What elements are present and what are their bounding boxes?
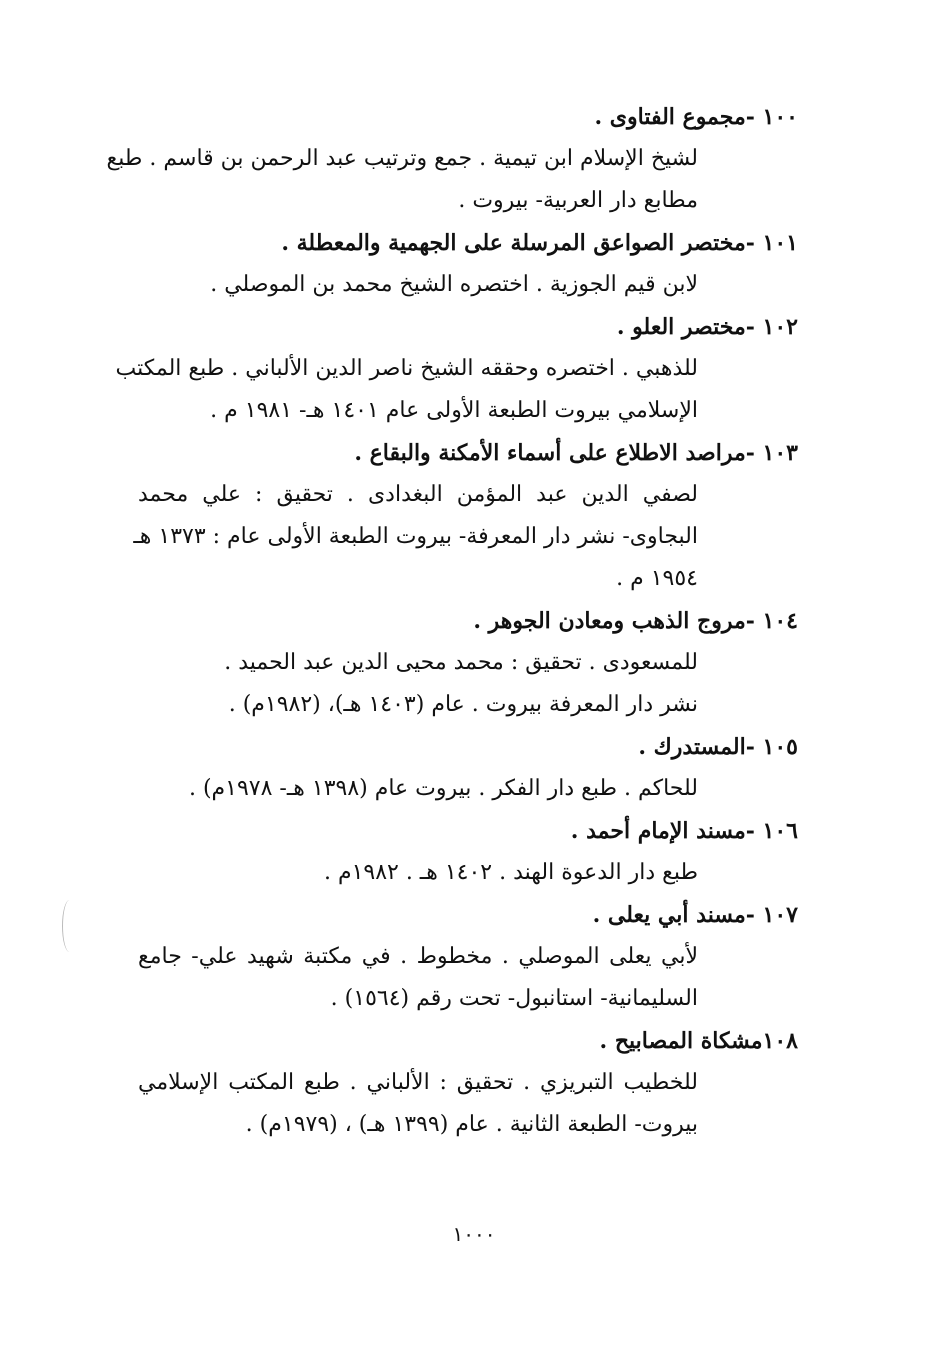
entry-107-line-2: السليمانية- استانبول- تحت رقم (١٥٦٤) . — [330, 986, 698, 1011]
entry-108-title: ١٠٨مشكاة المصابيح . — [599, 1028, 798, 1054]
entry-103-title: ١٠٣ -مراصد الاطلاع على أسماء الأمكنة والبقاع . — [354, 440, 798, 466]
entry-107-title: ١٠٧ -مسند أبي يعلى . — [592, 902, 798, 928]
entry-101-title: ١٠١ -مختصر الصواعق المرسلة على الجهمية والمعطلة . — [281, 230, 798, 256]
entry-100-title: ١٠٠ -مجموع الفتاوى . — [594, 104, 798, 130]
entry-104-line-1: للمسعودى . تحقيق : محمد محيى الدين عبد الحميد . — [224, 650, 698, 675]
entry-102-line-2: الإسلامي بيروت الطبعة الأولى عام ١٤٠١ هـ- ١٩٨١ م . — [210, 398, 698, 423]
entry-107-line-1: لأبي يعلى الموصلي . مخطوط . في مكتبة شهيد علي- جامع — [138, 944, 698, 969]
entry-106-line-1: طبع دار الدعوة الهند . ١٤٠٢ هـ . ١٩٨٢م . — [323, 860, 698, 885]
entry-102-title: ١٠٢ -مختصر العلو . — [616, 314, 798, 340]
entry-100-line-1: لشيخ الإسلام ابن تيمية . جمع وترتيب عبد الرحمن بن قاسم . طبع — [106, 146, 698, 171]
entry-104-line-2: نشر دار المعرفة بيروت . عام (١٤٠٣ هـ)، (١٩٨٢م) . — [228, 692, 698, 717]
entry-100-line-2: مطابع دار العربية- بيروت . — [458, 188, 698, 213]
entry-103-line-3: ١٩٥٤ م . — [616, 566, 698, 591]
entry-108-line-1: للخطيب التبريزي . تحقيق : الألباني . طبع المكتب الإسلامي — [138, 1070, 698, 1095]
entry-103-line-1: لصفي الدين عبد المؤمن البغدادى . تحقيق : علي محمد — [138, 482, 698, 507]
entry-106-title: ١٠٦ -مسند الإمام أحمد . — [570, 818, 798, 844]
entry-105-line-1: للحاكم . طبع دار الفكر . بيروت عام (١٣٩٨ هـ- ١٩٧٨م) . — [188, 776, 698, 801]
entry-108-line-2: بيروت- الطبعة الثانية . عام (١٣٩٩ هـ) ، (١٩٧٩م) . — [245, 1112, 698, 1137]
margin-scan-mark — [62, 900, 77, 952]
page-number: ١٠٠٠ — [452, 1222, 496, 1246]
entry-105-title: ١٠٥ -المستدرك . — [638, 734, 798, 760]
bibliography-list — [106, 96, 798, 1146]
entry-101-line-1: لابن قيم الجوزية . اختصره الشيخ محمد بن الموصلي . — [210, 272, 698, 297]
entry-103-line-2: البجاوى- نشر دار المعرفة- بيروت الطبعة الأولى عام : ١٣٧٣ هـ — [133, 524, 698, 549]
entry-104-title: ١٠٤ -مروج الذهب ومعادن الجوهر . — [473, 608, 798, 634]
entry-102-line-1: للذهبي . اختصره وحققه الشيخ ناصر الدين الألباني . طبع المكتب — [115, 356, 698, 381]
